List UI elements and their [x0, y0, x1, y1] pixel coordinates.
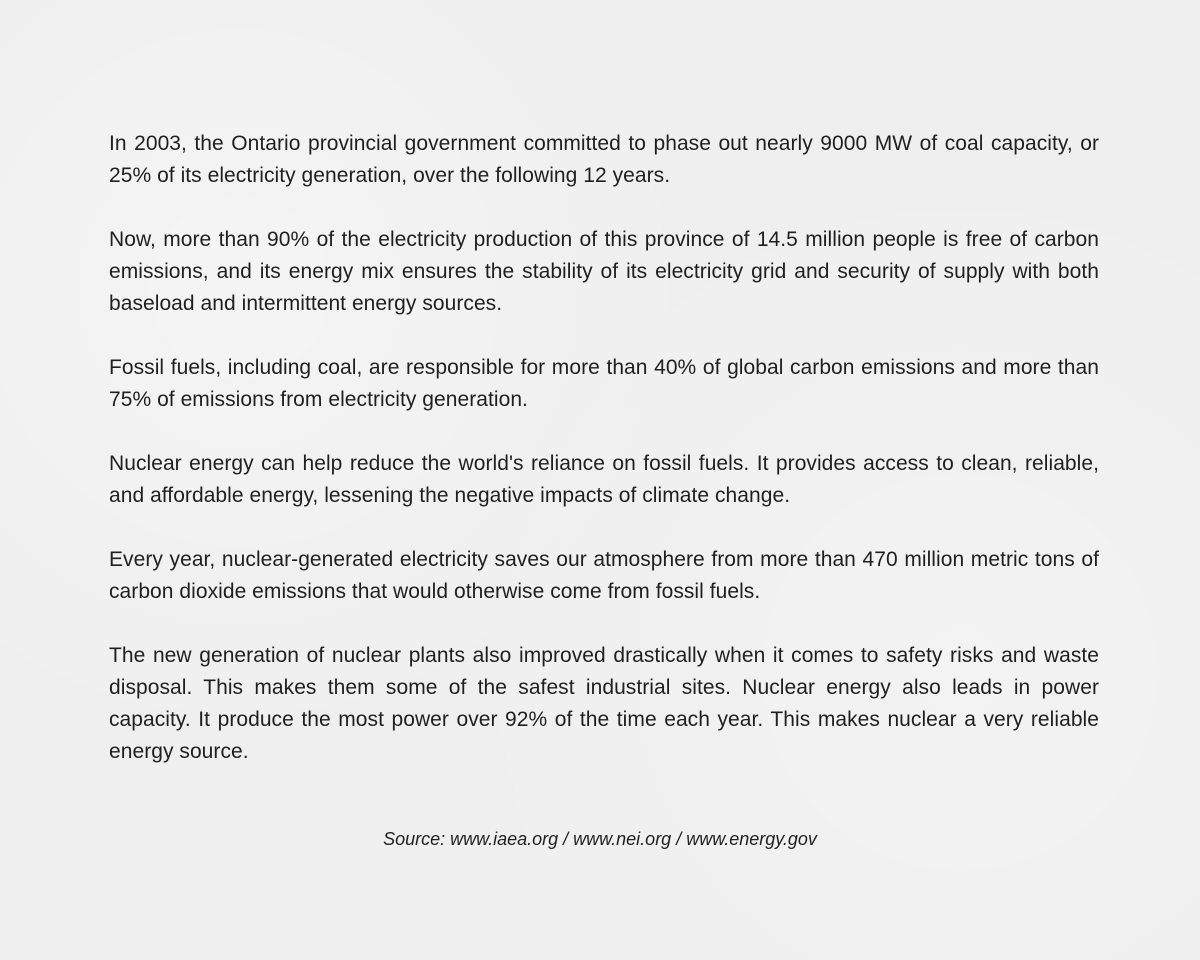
paragraph-ontario-coal: In 2003, the Ontario provincial government committed to phase out nearly 9000 MW of coal capacity, or 25% of its electricity generation, over the following 12 years. [109, 132, 1099, 187]
paragraph-carbon-free-production: Now, more than 90% of the electricity production of this province of 14.5 million people is free of carbon emissions, and its energy mix ensures the stability of its electricity grid and security of supply with both baseload and intermittent energy sources. [109, 228, 1099, 315]
source-citation: Source: www.iaea.org / www.nei.org / www.energy.gov [383, 829, 817, 849]
paragraph-nuclear-benefits: Nuclear energy can help reduce the world's reliance on fossil fuels. It provides access to clean, reliable, and affordable energy, lessening the negative impacts of climate change. [109, 452, 1099, 507]
paragraph-fossil-fuels: Fossil fuels, including coal, are responsible for more than 40% of global carbon emissions and more than 75% of emissions from electricity generation. [109, 356, 1099, 411]
paragraph-safety-capacity: The new generation of nuclear plants also improved drastically when it comes to safety risks and waste disposal. This makes them some of the safest industrial sites. Nuclear energy also leads in power capacity. It produce the most power over 92% of the time each year. This makes nuclear a very reliable energy source. [109, 644, 1099, 763]
paragraph-emissions-savings: Every year, nuclear-generated electricity saves our atmosphere from more than 470 million metric tons of carbon dioxide emissions that would otherwise come from fossil fuels. [109, 548, 1099, 603]
article-body [109, 128, 1099, 800]
